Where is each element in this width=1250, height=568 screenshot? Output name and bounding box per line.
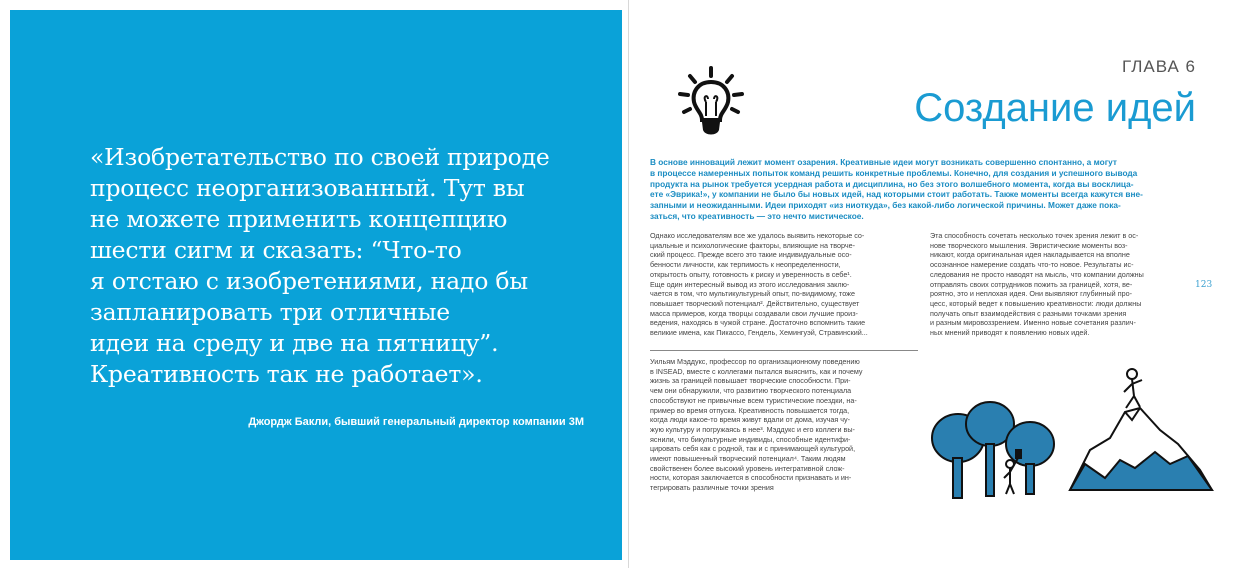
quote-line: не можете применить концепцию	[90, 205, 508, 233]
body-line: пример во время отпуска. Креативность повышается тогда,	[650, 405, 850, 415]
trees-and-mountain-illustration	[920, 360, 1220, 510]
body-line: чается в том, что мультикультурный опыт, по-видимому, тоже	[650, 289, 855, 299]
column-divider-rule	[650, 350, 918, 351]
body-line: жую культуру и погружаясь в нее³. Мэддукс и его коллеги вы-	[650, 424, 855, 434]
body-line: нове творческого мышления. Эвристические моменты воз-	[930, 240, 1128, 250]
body-line: способствуют не привычные всем туристические поездки, на-	[650, 395, 857, 405]
intro-paragraph	[650, 157, 1170, 222]
body-line: осознанное намерение создать что-то новое. Результаты ис-	[930, 260, 1134, 270]
body-line: циальные и психологические факторы, влияющие на творче-	[650, 240, 855, 250]
body-column-left-bottom	[650, 357, 915, 493]
body-line: Уильям Мэддукс, профессор по организационному поведению	[650, 357, 860, 366]
body-line: великие имена, как Пикассо, Гендель, Хемингуэй, Стравинский...	[650, 328, 868, 338]
body-line: бенности личности, как терпимость к неопределенности,	[650, 260, 841, 270]
quote-line: я отстаю с изобретениями, надо бы	[90, 267, 528, 295]
quote-line: Креативность так не работает».	[90, 360, 483, 388]
book-spine-divider	[628, 0, 629, 568]
body-line: жизнь за границей повышает творческие способности. При-	[650, 376, 851, 386]
body-line: ведения, находясь в чужой стране. Достаточно вспомнить такие	[650, 318, 866, 328]
body-line: отправлять своих сотрудников пожить за границей, хотя, ве-	[930, 279, 1133, 289]
body-line: повышает творческий потенциал². Действительно, существует	[650, 298, 860, 308]
intro-line: в процессе намеренных попыток команд решить конкретные проблемы. Конечно, для создания и успешного вывода	[650, 167, 1138, 178]
intro-line: продукта на рынок требуется усердная работа и дисциплина, но без этого волшебного момента, когда вы восклица-	[650, 178, 1134, 189]
body-line: и разным мировоззрением. Именно новые сочетания различ-	[930, 318, 1136, 328]
quote-line: процесс неорганизованный. Тут вы	[90, 174, 525, 202]
body-line: чем они обнаружили, что развитию творческого потенциала	[650, 386, 852, 396]
body-line: когда люди какое-то время живут вдали от дома, изучая чу-	[650, 415, 851, 425]
body-line: ский процесс. Прежде всего это такие индивидуальные осо-	[650, 250, 852, 260]
intro-line: заться, что креативность — это нечто мистическое.	[650, 210, 864, 221]
quote-block	[90, 142, 590, 390]
mountain-icon	[1070, 408, 1212, 490]
body-line: в INSEAD, вместе с коллегами пытался выяснить, как и почему	[650, 366, 863, 376]
quote-line: «Изобретательство по своей природе	[90, 143, 550, 171]
trees-icon	[932, 402, 1054, 498]
body-line: яснили, что бикультурные индивиды, способные идентифи-	[650, 434, 851, 444]
body-line: роятно, это и неплохая идея. Они выявляют глубинный про-	[930, 289, 1132, 299]
quote-line: идеи на среду и две на пятницу”.	[90, 329, 499, 357]
quote-attribution: Джордж Бакли, бывший генеральный директор компании 3M	[248, 416, 584, 428]
body-column-right	[930, 231, 1180, 338]
body-line: имеют повышенный творческий потенциал⁴. Таким людям	[650, 454, 846, 464]
body-line: тегрировать различные точки зрения	[650, 483, 774, 493]
body-line: получать опыт взаимодействия с разными точками зрения	[930, 308, 1127, 318]
quote-line: запланировать три отличные	[90, 298, 450, 326]
left-page	[10, 10, 622, 560]
right-page	[630, 0, 1250, 568]
body-line: свойственен более высокий уровень интегративной слож-	[650, 463, 845, 473]
body-line: цировать себя как с родной, так и с принимающей культурой,	[650, 444, 856, 454]
page-number: 123	[1195, 280, 1213, 290]
body-line: ных мнений приводят к появлению новых идей.	[930, 328, 1090, 338]
body-line: цесс, который ведет к повышению креативности: люди должны	[930, 298, 1142, 308]
intro-line: ете «Эврика!», у компании не было бы новых идей, над которыми стоит работать. Также моменты всегда кажутся вне-	[650, 189, 1143, 200]
intro-line: В основе инноваций лежит момент озарения. Креативные идеи могут возникать совершенно спонтанно, а могут	[650, 157, 1117, 167]
lightbulb-icon	[672, 64, 750, 140]
body-line: ности, которая заключается в способности признавать и ин-	[650, 473, 852, 483]
body-column-left-top	[650, 231, 915, 338]
body-line: Еще один интересный вывод из этого исследования заклю-	[650, 279, 850, 289]
climber-figure-icon	[1124, 369, 1142, 408]
body-line: масса примеров, когда творцы создавали свои лучшие произ-	[650, 308, 858, 318]
body-line: Эта способность сочетать несколько точек зрения лежит в ос-	[930, 231, 1139, 240]
body-line: никают, когда оригинальная идея накладывается на вполне	[930, 250, 1130, 260]
body-line: Однако исследователям все же удалось выявить некоторые со-	[650, 231, 865, 240]
body-line: открытость опыту, готовность к риску и уверенность в себе¹.	[650, 269, 852, 279]
chapter-label: ГЛАВА 6	[1121, 57, 1196, 76]
chapter-title: Создание идей	[914, 86, 1196, 130]
intro-line: запными и неожиданными. Идеи приходят «из ниоткуда», без какой-либо логической причины. Может даже пока-	[650, 200, 1121, 211]
quote-line: шести сигм и сказать: “Что-то	[90, 236, 462, 264]
body-line: следования не просто наводят на мысль, что компании должны	[930, 269, 1144, 279]
